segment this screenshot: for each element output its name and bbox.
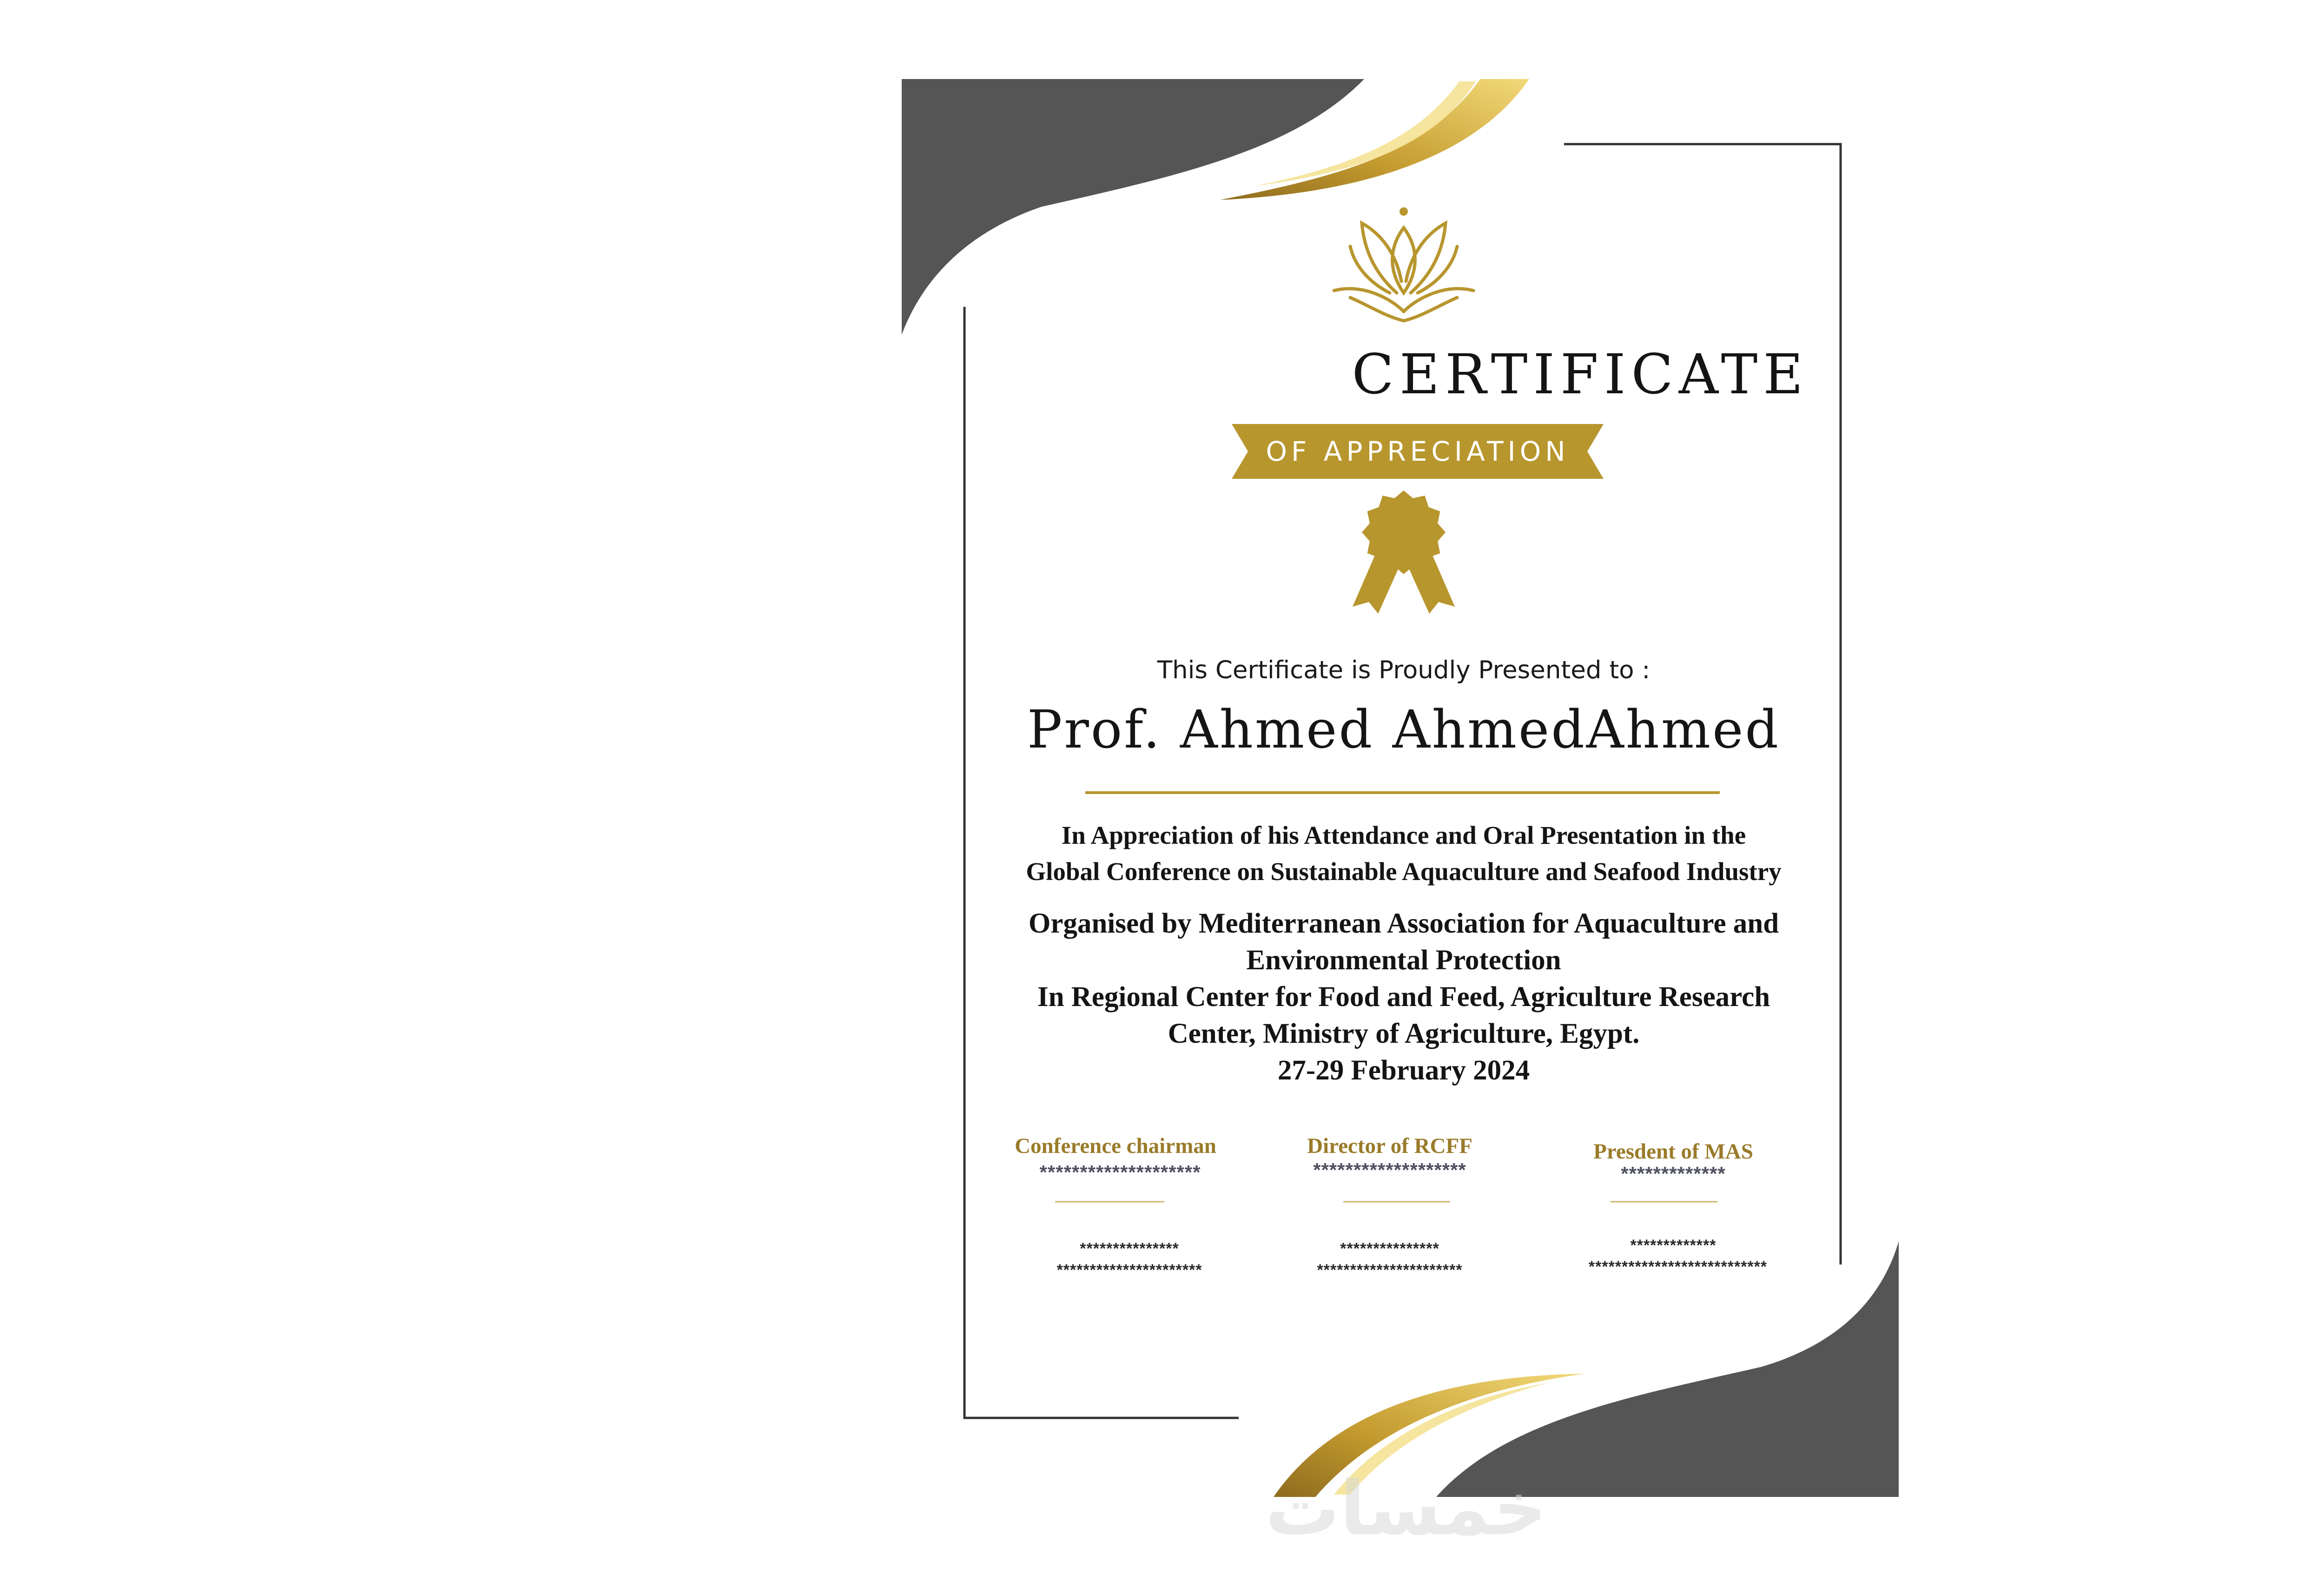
award-rosette-icon [1353,490,1455,614]
organiser-line: In Regional Center for Food and Feed, Agriculture Research [1037,981,1770,1013]
signature-name-director: ******************* [1313,1159,1466,1181]
signature-detail-president: ************* [1630,1237,1717,1254]
signature-detail-chairman: *************** [1080,1240,1179,1258]
top-left-dark-swoosh [902,79,1364,335]
signature-detail-president: *************************** [1588,1258,1768,1276]
watermark-logo: خمسات [1265,1465,1547,1552]
signature-title-chairman: Conference chairman [1015,1134,1216,1158]
signature-detail-chairman: ********************** [1056,1261,1202,1279]
organiser-line: Center, Ministry of Agriculture, Egypt. [1168,1018,1640,1049]
appreciation-line: Global Conference on Sustainable Aquaculture and Seafood Industry [1026,857,1782,886]
signature-name-chairman: ******************** [1039,1161,1201,1183]
frame-lines [964,144,1841,1418]
signature-title-president: Presdent of MAS [1593,1139,1753,1164]
event-date: 27-29 February 2024 [1277,1055,1530,1086]
signature-title-director: Director of RCFF [1307,1134,1472,1158]
signature-name-president: ************* [1621,1163,1726,1185]
lotus-flower-icon [1334,207,1473,321]
certificate-subtitle: OF APPRECIATION [1266,436,1570,467]
presented-to-text: This Certificate is Proudly Presented to : [1157,656,1651,684]
recipient-name: Prof. Ahmed AhmedAhmed [1027,700,1781,760]
organiser-line: Environmental Protection [1246,945,1561,976]
certificate-title: CERTIFICATE [1352,342,1809,406]
signature-detail-director: ********************** [1317,1261,1463,1279]
appreciation-line: In Appreciation of his Attendance and Oral Presentation in the [1061,821,1746,849]
signature-detail-director: *************** [1340,1240,1439,1258]
organiser-line: Organised by Mediterranean Association for Aquaculture and [1028,908,1779,939]
